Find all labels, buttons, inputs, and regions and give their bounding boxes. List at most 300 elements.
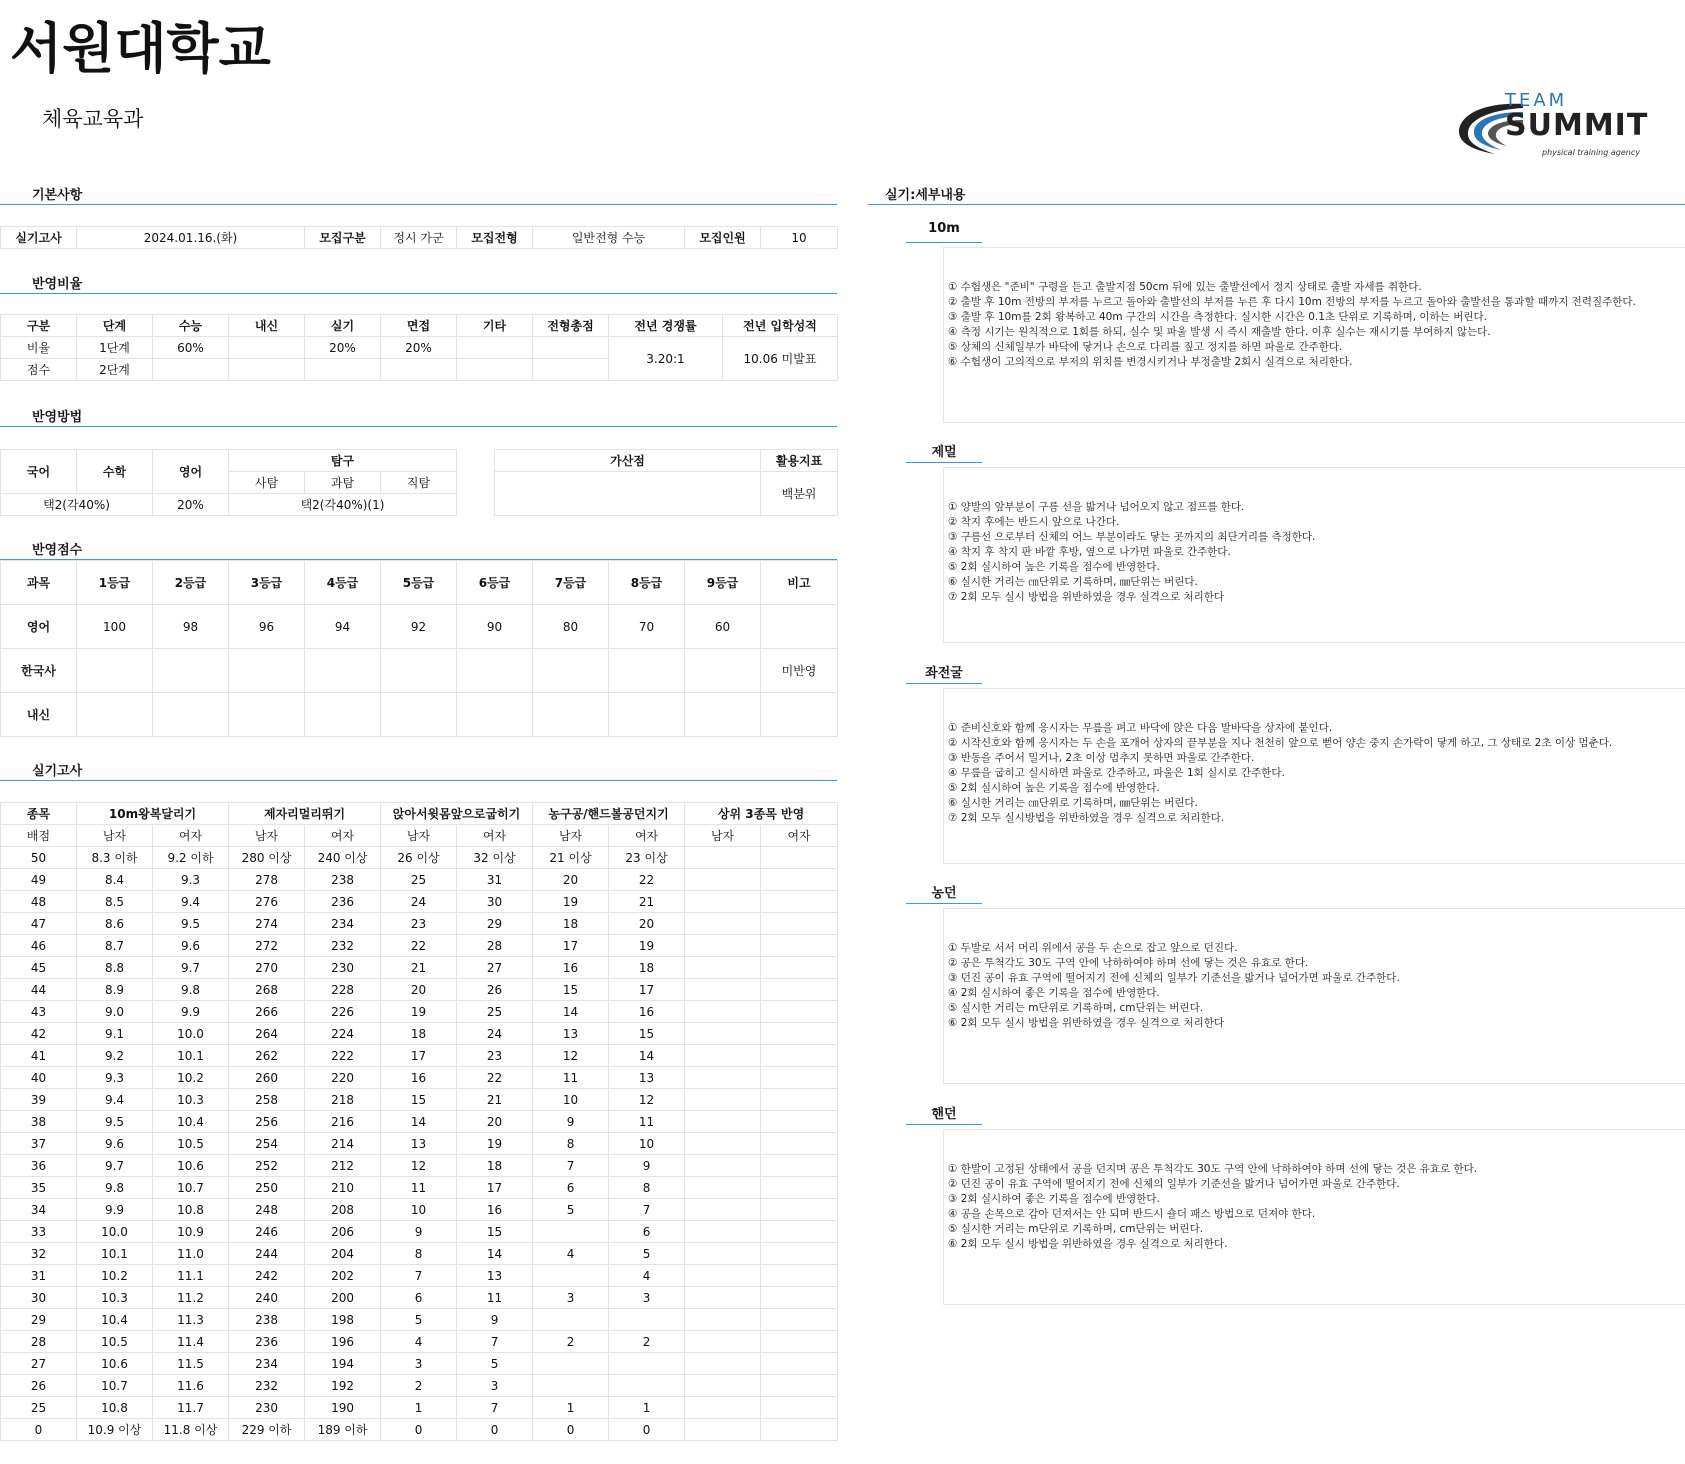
record-cell: 12	[533, 1045, 609, 1067]
score-header: 과목	[1, 561, 77, 605]
prev-admission: 10.06 미발표	[723, 337, 838, 381]
practical-row	[1, 1199, 838, 1221]
record-cell: 8.4	[77, 869, 153, 891]
practical-row	[1, 935, 838, 957]
ratio-row-label: 비율	[1, 337, 77, 359]
bonus-table	[494, 449, 838, 516]
score-cell: 60	[685, 605, 761, 649]
type-label: 모집전형	[457, 227, 533, 249]
practical-row	[1, 1111, 838, 1133]
record-cell: 218	[305, 1089, 381, 1111]
record-cell: 20	[381, 979, 457, 1001]
detail-item: ② 공은 투척각도 30도 구역 안에 낙하하여야 하며 선에 닿는 것은 유효로 한다.	[948, 957, 1309, 969]
gender-male: 남자	[685, 825, 761, 847]
score-header: 8등급	[609, 561, 685, 605]
record-cell	[533, 1353, 609, 1375]
record-cell: 240	[229, 1287, 305, 1309]
record-cell: 196	[305, 1331, 381, 1353]
record-cell: 16	[457, 1199, 533, 1221]
record-cell	[609, 1309, 685, 1331]
record-cell: 24	[381, 891, 457, 913]
record-cell: 11.0	[153, 1243, 229, 1265]
record-cell: 11.5	[153, 1353, 229, 1375]
record-cell	[685, 1221, 761, 1243]
record-cell	[685, 1309, 761, 1331]
score-subject: 영어	[1, 605, 77, 649]
record-cell: 202	[305, 1265, 381, 1287]
inquiry-header: 탐구	[229, 450, 457, 472]
detail-item: ② 출발 후 10m 전방의 부저를 누르고 돌아와 출발선의 부저를 누른 후 다시 10m 전방의 부저를 누르고 돌아와 출발선을 통과할 때까지 전력질주한다.	[948, 296, 1636, 308]
points-cell: 34	[1, 1199, 77, 1221]
record-cell: 9	[381, 1221, 457, 1243]
record-cell: 274	[229, 913, 305, 935]
practical-row	[1, 1155, 838, 1177]
gender-male: 남자	[77, 825, 153, 847]
record-cell: 17	[533, 935, 609, 957]
record-cell	[685, 935, 761, 957]
record-cell: 270	[229, 957, 305, 979]
record-cell	[761, 1331, 838, 1353]
record-cell: 234	[305, 913, 381, 935]
score-cell	[533, 693, 609, 737]
bonus-header: 가산점	[495, 450, 761, 472]
event-header: 10m왕복달리기	[77, 803, 229, 825]
record-cell: 13	[533, 1023, 609, 1045]
record-cell: 10.4	[153, 1111, 229, 1133]
record-cell: 3	[609, 1287, 685, 1309]
record-cell: 254	[229, 1133, 305, 1155]
record-cell: 9.8	[153, 979, 229, 1001]
practical-row	[1, 1067, 838, 1089]
record-cell: 9.0	[77, 1001, 153, 1023]
record-cell: 262	[229, 1045, 305, 1067]
record-cell: 11.8 이상	[153, 1419, 229, 1441]
record-cell	[609, 1375, 685, 1397]
record-cell: 17	[457, 1177, 533, 1199]
record-cell: 9.5	[77, 1111, 153, 1133]
detail-item: ③ 반동을 주어서 밀거나, 2초 이상 멈추지 못하면 파울로 간주한다.	[948, 752, 1255, 764]
record-cell: 232	[305, 935, 381, 957]
record-cell: 25	[381, 869, 457, 891]
record-cell: 9.4	[153, 891, 229, 913]
record-cell: 18	[457, 1155, 533, 1177]
section-title-practical: 실기고사	[32, 764, 83, 779]
record-cell: 10	[533, 1089, 609, 1111]
ratio-stage: 1단계	[77, 337, 153, 359]
detail-title: 제멀	[931, 445, 957, 460]
detail-item: ① 두발로 서서 머리 위에서 공을 두 손으로 잡고 앞으로 던진다.	[948, 942, 1238, 954]
record-cell: 14	[609, 1045, 685, 1067]
record-cell: 21 이상	[533, 847, 609, 869]
count-label: 모집인원	[685, 227, 761, 249]
record-cell: 21	[609, 891, 685, 913]
points-cell: 25	[1, 1397, 77, 1419]
university-name: 서원대학교	[10, 17, 271, 80]
record-cell: 11.3	[153, 1309, 229, 1331]
record-cell: 1	[381, 1397, 457, 1419]
record-cell	[685, 1243, 761, 1265]
record-cell: 10	[381, 1199, 457, 1221]
score-cell	[305, 693, 381, 737]
record-cell: 29	[457, 913, 533, 935]
record-cell: 20	[457, 1111, 533, 1133]
practical-row	[1, 1265, 838, 1287]
points-cell: 50	[1, 847, 77, 869]
detail-item: ④ 측정 시기는 원칙적으로 1회를 하되, 실수 및 파울 발생 시 즉시 재출발 한다. 이후 실수는 재시기를 부여하지 않는다.	[948, 326, 1491, 338]
score-header: 3등급	[229, 561, 305, 605]
record-cell	[761, 1001, 838, 1023]
record-cell	[685, 913, 761, 935]
detail-item: ③ 구름선 으로부터 신체의 어느 부분이라도 닿는 곳까지의 최단거리를 측정한다.	[948, 531, 1316, 543]
points-col-header: 배점	[1, 825, 77, 847]
inquiry-value: 택2(각40%)(1)	[229, 494, 457, 516]
score-cell	[609, 693, 685, 737]
points-cell: 35	[1, 1177, 77, 1199]
score-cell	[457, 693, 533, 737]
record-cell	[761, 1243, 838, 1265]
record-cell: 7	[457, 1331, 533, 1353]
record-cell: 10.9	[153, 1221, 229, 1243]
section-title-basic: 기본사항	[32, 188, 83, 203]
record-cell: 10.6	[77, 1353, 153, 1375]
detail-items	[948, 1162, 1681, 1252]
practical-row	[1, 957, 838, 979]
record-cell: 12	[381, 1155, 457, 1177]
score-row	[1, 605, 838, 649]
score-cell	[761, 693, 838, 737]
score-header: 1등급	[77, 561, 153, 605]
detail-items	[948, 941, 1681, 1031]
record-cell: 26 이상	[381, 847, 457, 869]
section-title-method: 반영방법	[32, 410, 83, 425]
points-cell: 27	[1, 1353, 77, 1375]
record-cell: 11.4	[153, 1331, 229, 1353]
record-cell	[761, 1309, 838, 1331]
record-cell: 12	[609, 1089, 685, 1111]
record-cell: 18	[533, 913, 609, 935]
practical-table	[0, 802, 838, 1441]
record-cell: 9.3	[77, 1067, 153, 1089]
score-cell	[153, 649, 229, 693]
practical-row	[1, 1045, 838, 1067]
record-cell	[533, 1221, 609, 1243]
detail-box	[943, 688, 1685, 864]
detail-item: ④ 착지 후 착지 판 바깥 후방, 옆으로 나가면 파울로 간주한다.	[948, 546, 1231, 558]
points-cell: 48	[1, 891, 77, 913]
practical-row	[1, 891, 838, 913]
record-cell	[761, 913, 838, 935]
score-header: 2등급	[153, 561, 229, 605]
record-cell	[533, 1375, 609, 1397]
record-cell: 30	[457, 891, 533, 913]
points-cell: 44	[1, 979, 77, 1001]
record-cell: 238	[229, 1309, 305, 1331]
practical-row	[1, 1397, 838, 1419]
points-cell: 32	[1, 1243, 77, 1265]
score-table	[0, 560, 838, 737]
record-cell: 200	[305, 1287, 381, 1309]
group-value: 정시 가군	[381, 227, 457, 249]
record-cell: 17	[609, 979, 685, 1001]
detail-item: ⑤ 2회 실시하여 높은 기록을 점수에 반영한다.	[948, 782, 1160, 794]
detail-items	[948, 280, 1681, 370]
record-cell: 252	[229, 1155, 305, 1177]
record-cell	[761, 869, 838, 891]
record-cell: 0	[457, 1419, 533, 1441]
score-cell: 미반영	[761, 649, 838, 693]
record-cell: 214	[305, 1133, 381, 1155]
record-cell	[533, 1265, 609, 1287]
record-cell	[761, 1089, 838, 1111]
detail-item: ① 한발이 고정된 상태에서 공을 던지며 공은 투척각도 30도 구역 안에 낙하하여야 하며 선에 닿는 것은 유효로 한다.	[948, 1163, 1478, 1175]
record-cell: 10	[609, 1133, 685, 1155]
detail-title: 핸던	[931, 1107, 957, 1122]
score-header: 7등급	[533, 561, 609, 605]
record-cell: 224	[305, 1023, 381, 1045]
record-cell: 4	[533, 1243, 609, 1265]
record-cell	[761, 891, 838, 913]
gender-male: 남자	[229, 825, 305, 847]
record-cell: 9.9	[77, 1199, 153, 1221]
record-cell: 5	[609, 1243, 685, 1265]
record-cell	[685, 1265, 761, 1287]
gender-female: 여자	[153, 825, 229, 847]
record-cell	[609, 1353, 685, 1375]
record-cell: 250	[229, 1177, 305, 1199]
record-cell: 192	[305, 1375, 381, 1397]
record-cell: 10.8	[153, 1199, 229, 1221]
record-cell: 216	[305, 1111, 381, 1133]
department-name: 체육교육과	[42, 107, 144, 131]
detail-item: ② 착지 후에는 반드시 앞으로 나간다.	[948, 516, 1120, 528]
practical-row	[1, 1243, 838, 1265]
record-cell: 31	[457, 869, 533, 891]
record-cell: 8	[381, 1243, 457, 1265]
record-cell: 7	[533, 1155, 609, 1177]
english-header: 영어	[153, 450, 229, 494]
score-cell: 80	[533, 605, 609, 649]
social-header: 사탐	[229, 472, 305, 494]
ratio-total	[533, 337, 609, 359]
score-cell	[153, 693, 229, 737]
points-cell: 33	[1, 1221, 77, 1243]
record-cell: 10.5	[153, 1133, 229, 1155]
record-cell	[685, 1353, 761, 1375]
record-cell: 230	[229, 1397, 305, 1419]
record-cell	[685, 957, 761, 979]
record-cell	[761, 1353, 838, 1375]
record-cell: 10.2	[77, 1265, 153, 1287]
points-cell: 36	[1, 1155, 77, 1177]
record-cell: 2	[381, 1375, 457, 1397]
record-cell	[685, 1023, 761, 1045]
detail-item: ⑥ 실시한 거리는 ㎝단위로 기록하며, ㎜단위는 버린다.	[948, 797, 1198, 809]
record-cell: 8.3 이하	[77, 847, 153, 869]
record-cell: 5	[381, 1309, 457, 1331]
record-cell: 8	[609, 1177, 685, 1199]
record-cell: 23 이상	[609, 847, 685, 869]
record-cell	[685, 1001, 761, 1023]
record-cell	[761, 1155, 838, 1177]
record-cell: 3	[533, 1287, 609, 1309]
record-cell: 6	[533, 1177, 609, 1199]
record-cell: 13	[381, 1133, 457, 1155]
record-cell: 10.3	[77, 1287, 153, 1309]
record-cell: 232	[229, 1375, 305, 1397]
vocational-header: 직탐	[381, 472, 457, 494]
record-cell	[685, 1419, 761, 1441]
score-cell: 70	[609, 605, 685, 649]
group-label: 모집구분	[305, 227, 381, 249]
record-cell: 27	[457, 957, 533, 979]
record-cell: 246	[229, 1221, 305, 1243]
record-cell: 11	[457, 1287, 533, 1309]
record-cell: 19	[457, 1133, 533, 1155]
points-cell: 49	[1, 869, 77, 891]
points-cell: 29	[1, 1309, 77, 1331]
gender-female: 여자	[305, 825, 381, 847]
detail-item: ④ 공을 손목으로 감아 던져서는 안 되며 반드시 숄더 패스 방법으로 던져야 한다.	[948, 1208, 1316, 1220]
section-title-detail: 실기:세부내용	[885, 188, 966, 203]
record-cell	[761, 1199, 838, 1221]
record-cell	[685, 1089, 761, 1111]
record-cell: 240 이상	[305, 847, 381, 869]
section-divider	[868, 204, 1685, 205]
record-cell: 230	[305, 957, 381, 979]
event-header: 제자리멀리뛰기	[229, 803, 381, 825]
ratio-gpa	[229, 337, 305, 359]
record-cell: 10.3	[153, 1089, 229, 1111]
record-cell: 23	[381, 913, 457, 935]
index-value: 백분위	[761, 472, 838, 516]
record-cell: 14	[457, 1243, 533, 1265]
record-cell: 15	[381, 1089, 457, 1111]
record-cell: 226	[305, 1001, 381, 1023]
detail-item: ① 양발의 앞부분이 구름 선을 밟거나 넘어오지 않고 점프를 한다.	[948, 501, 1245, 513]
score-row	[1, 649, 838, 693]
record-cell: 208	[305, 1199, 381, 1221]
detail-item: ⑤ 실시한 거리는 m단위로 기록하며, cm단위는 버린다.	[948, 1002, 1204, 1014]
detail-item: ⑥ 실시한 거리는 ㎝단위로 기록하며, ㎜단위는 버린다.	[948, 576, 1198, 588]
record-cell: 220	[305, 1067, 381, 1089]
detail-item: ⑤ 실시한 거리는 m단위로 기록하며, cm단위는 버린다.	[948, 1223, 1204, 1235]
record-cell	[685, 1287, 761, 1309]
score-header: 5등급	[381, 561, 457, 605]
record-cell	[761, 979, 838, 1001]
record-cell: 18	[381, 1023, 457, 1045]
record-cell: 9.8	[77, 1177, 153, 1199]
team-summit-logo	[1455, 92, 1675, 162]
record-cell	[761, 1397, 838, 1419]
practical-row	[1, 1221, 838, 1243]
score-cell	[533, 649, 609, 693]
record-cell: 9.7	[77, 1155, 153, 1177]
detail-item: ③ 출발 후 10m를 2회 왕복하고 40m 구간의 시간을 측정한다. 실시한 시간은 0.1초 단위로 기록하며, 이하는 버린다.	[948, 311, 1487, 323]
practical-row	[1, 1089, 838, 1111]
record-cell: 258	[229, 1089, 305, 1111]
record-cell: 9.5	[153, 913, 229, 935]
detail-item: ① 수험생은 "준비" 구령을 듣고 출발지점 50cm 뒤에 있는 출발선에서 정지 상태로 출발 자세를 취한다.	[948, 281, 1422, 293]
record-cell: 8.8	[77, 957, 153, 979]
record-cell: 16	[609, 1001, 685, 1023]
practical-row	[1, 1177, 838, 1199]
record-cell	[761, 1375, 838, 1397]
record-cell: 244	[229, 1243, 305, 1265]
ratio-row-label: 점수	[1, 359, 77, 381]
score-cell: 90	[457, 605, 533, 649]
record-cell: 5	[457, 1353, 533, 1375]
record-cell: 212	[305, 1155, 381, 1177]
record-cell	[761, 1111, 838, 1133]
record-cell: 23	[457, 1045, 533, 1067]
record-cell: 272	[229, 935, 305, 957]
practical-row	[1, 979, 838, 1001]
score-cell	[685, 649, 761, 693]
record-cell: 22	[381, 935, 457, 957]
practical-row	[1, 1287, 838, 1309]
count-value: 10	[761, 227, 838, 249]
detail-item: ⑥ 수험생이 고의적으로 부저의 위치를 변경시키거나 부정출발 2회시 실격으로 처리한다.	[948, 356, 1353, 368]
exam-label: 실기고사	[1, 227, 77, 249]
kor-math-value: 택2(각40%)	[1, 494, 153, 516]
practical-row	[1, 847, 838, 869]
record-cell: 11.6	[153, 1375, 229, 1397]
points-cell: 28	[1, 1331, 77, 1353]
record-cell	[685, 1331, 761, 1353]
practical-row	[1, 1331, 838, 1353]
record-cell	[685, 847, 761, 869]
record-cell: 26	[457, 979, 533, 1001]
record-cell	[761, 847, 838, 869]
record-cell: 14	[533, 1001, 609, 1023]
detail-item: ① 준비신호와 함께 응시자는 무릎을 펴고 바닥에 앉은 다음 발바닥을 상자에 붙인다.	[948, 722, 1333, 734]
record-cell: 9.3	[153, 869, 229, 891]
detail-box	[943, 467, 1685, 643]
detail-item: ② 시작신호와 함께 응시자는 두 손을 포개어 상자의 끝부분을 지나 천천히 앞으로 뻗어 양손 중지 손가락이 닿게 하고, 그 상태로 2초 이상 멈춘다.	[948, 737, 1613, 749]
record-cell: 10.4	[77, 1309, 153, 1331]
practical-row	[1, 1375, 838, 1397]
prev-competition: 3.20:1	[609, 337, 723, 381]
gender-male: 남자	[533, 825, 609, 847]
record-cell: 260	[229, 1067, 305, 1089]
score-cell	[305, 649, 381, 693]
record-cell: 11.2	[153, 1287, 229, 1309]
points-cell: 0	[1, 1419, 77, 1441]
score-cell	[685, 693, 761, 737]
score-cell	[229, 693, 305, 737]
points-cell: 46	[1, 935, 77, 957]
ratio-header: 전년 경쟁률	[609, 315, 723, 337]
bonus-value	[495, 472, 761, 516]
detail-title-underline	[906, 462, 982, 463]
detail-items	[948, 721, 1681, 826]
record-cell	[685, 1177, 761, 1199]
score-header: 4등급	[305, 561, 381, 605]
points-cell: 41	[1, 1045, 77, 1067]
section-title-score: 반영점수	[32, 543, 83, 558]
record-cell: 280 이상	[229, 847, 305, 869]
detail-title-underline	[906, 242, 982, 243]
logo-tagline: physical training agency	[1542, 148, 1640, 157]
detail-box	[943, 908, 1685, 1084]
record-cell: 238	[305, 869, 381, 891]
type-value: 일반전형 수능	[533, 227, 685, 249]
korean-header: 국어	[1, 450, 77, 494]
detail-item: ⑥ 2회 모두 실시 방법을 위반하였을 경우 실격으로 처리한다.	[948, 1238, 1228, 1250]
record-cell: 9.1	[77, 1023, 153, 1045]
record-cell	[685, 891, 761, 913]
record-cell: 9	[609, 1155, 685, 1177]
